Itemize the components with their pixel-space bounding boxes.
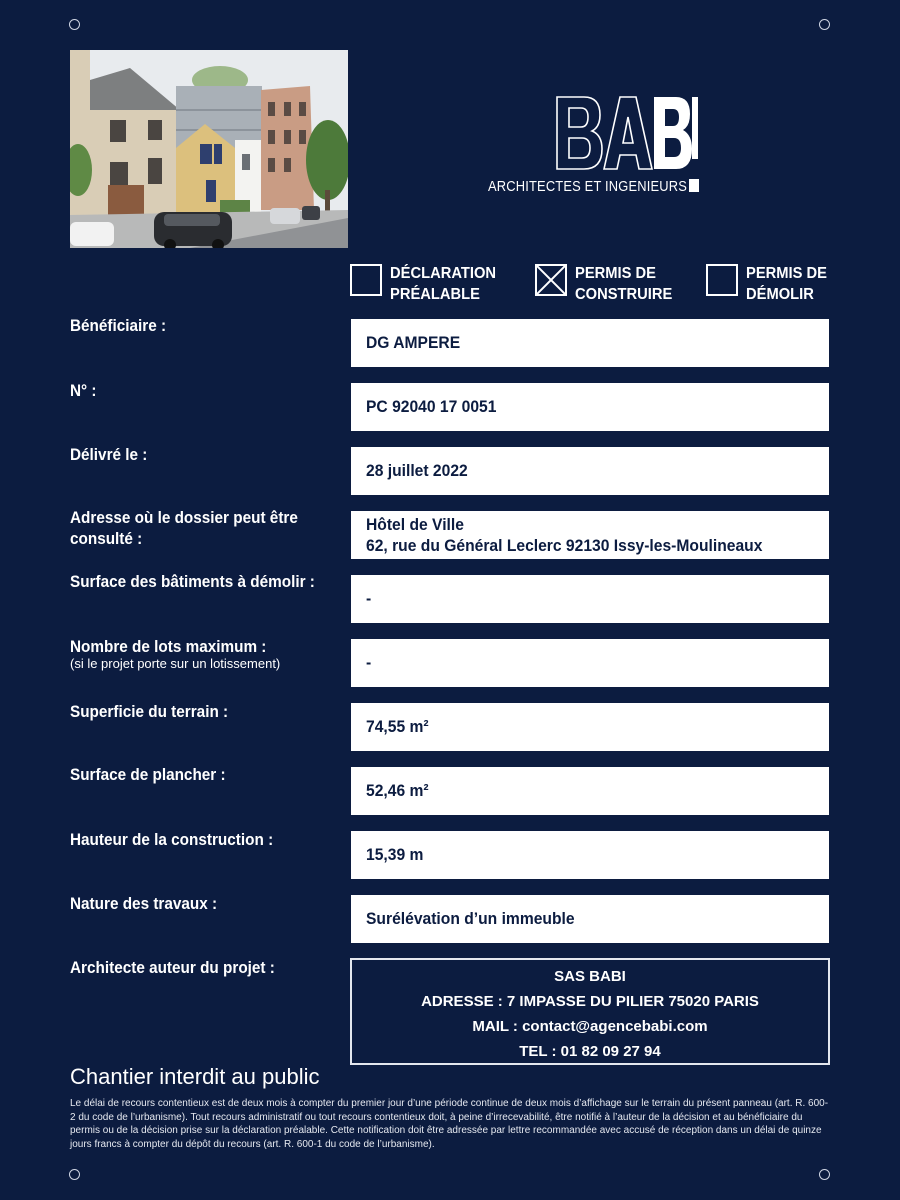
value-surface-plancher: [351, 767, 829, 815]
value-delivre-le: [351, 447, 829, 495]
checkbox-declaration-prealable[interactable]: [350, 264, 382, 296]
value-text: -: [366, 653, 372, 672]
mounting-hole-bottom-left: [69, 1169, 80, 1180]
value-surface-demolir: [351, 575, 829, 623]
note-lotissement: (si le projet porte sur un lotissement): [70, 656, 281, 671]
value-nombre-lots: [351, 639, 829, 687]
project-photo: [70, 50, 348, 248]
value-numero: [351, 383, 829, 431]
mounting-hole-top-right: [819, 19, 830, 30]
value-hauteur-construction: [351, 831, 829, 879]
logo-subtitle: ARCHITECTES ET INGENIEURS: [488, 178, 688, 195]
permit-option-construire[interactable]: [535, 264, 681, 305]
permit-option-declaration[interactable]: [350, 264, 505, 305]
label-beneficiaire: Bénéficiaire :: [70, 316, 167, 335]
architect-address: ADRESSE : 7 IMPASSE DU PILIER 75020 PARIS: [421, 993, 759, 1010]
checkmark-x-icon: [537, 266, 565, 294]
architect-contact-box: [350, 958, 830, 1065]
value-text: PC 92040 17 0051: [366, 397, 497, 416]
label-surface-plancher: Surface de plancher :: [70, 765, 226, 784]
permit-option-label: DÉCLARATION PRÉALABLE: [390, 265, 497, 303]
architect-phone: TEL : 01 82 09 27 94: [519, 1043, 661, 1060]
value-text: 15,39 m: [366, 845, 424, 864]
value-text: 52,46 m²: [366, 781, 429, 800]
mounting-hole-bottom-right: [819, 1169, 830, 1180]
label-numero: N° :: [70, 381, 97, 400]
label-nature-travaux: Nature des travaux :: [70, 894, 218, 913]
permit-option-label: PERMIS DE DÉMOLIR: [746, 265, 827, 303]
permit-option-demolir[interactable]: [706, 264, 834, 305]
permit-option-label: PERMIS DE CONSTRUIRE: [575, 265, 673, 303]
checkbox-permis-de-construire[interactable]: [535, 264, 567, 296]
value-text: -: [366, 589, 372, 608]
notice-title: Chantier interdit au public: [70, 1064, 320, 1089]
value-adresse-consultation: [351, 511, 829, 559]
architect-email: MAIL : contact@agencebabi.com: [472, 1018, 708, 1035]
value-nature-travaux: [351, 895, 829, 943]
value-text: Hôtel de Ville 62, rue du Général Leclerc 92130 Issy-les-Moulineaux: [366, 515, 763, 555]
mounting-hole-top-left: [69, 19, 80, 30]
label-surface-demolir: Surface des bâtiments à démolir :: [70, 572, 315, 591]
label-architecte: Architecte auteur du projet :: [70, 958, 275, 977]
label-nombre-lots: Nombre de lots maximum :: [70, 637, 267, 656]
architect-name: SAS BABI: [554, 968, 626, 985]
checkbox-permis-de-demolir[interactable]: [706, 264, 738, 296]
value-superficie-terrain: [351, 703, 829, 751]
value-text: 28 juillet 2022: [366, 461, 468, 480]
value-text: 74,55 m²: [366, 717, 429, 736]
value-text: DG AMPERE: [366, 333, 461, 352]
label-adresse-consultation: Adresse où le dossier peut être consulté :: [70, 508, 298, 548]
label-delivre-le: Délivré le :: [70, 445, 148, 464]
logo-square-mark: [689, 179, 699, 192]
legal-notice: Le délai de recours contentieux est de deux mois à compter du premier jour d’une période continue de deux mois d’affichage sur le terrain du présent panneau (art. R. 600-2 du code de l’urbanisme). Tout recours administratif ou tout recours contentieux doit, à peine d’irrecevabilité, être notifié à l’auteur de la décision et au bénéficiaire du permis ou de la décision prise sur la déclaration préalable. Cette notification doit être adressée par lettre recommandée avec accusé de réception dans un délai de quinze jours francs à compter du dépôt du recours (art. R. 600-1 du code de l’urbanisme).: [70, 1098, 829, 1150]
value-beneficiaire: [351, 319, 829, 367]
value-text: Surélévation d’un immeuble: [366, 909, 575, 928]
label-hauteur-construction: Hauteur de la construction :: [70, 830, 274, 849]
label-superficie-terrain: Superficie du terrain :: [70, 702, 229, 721]
